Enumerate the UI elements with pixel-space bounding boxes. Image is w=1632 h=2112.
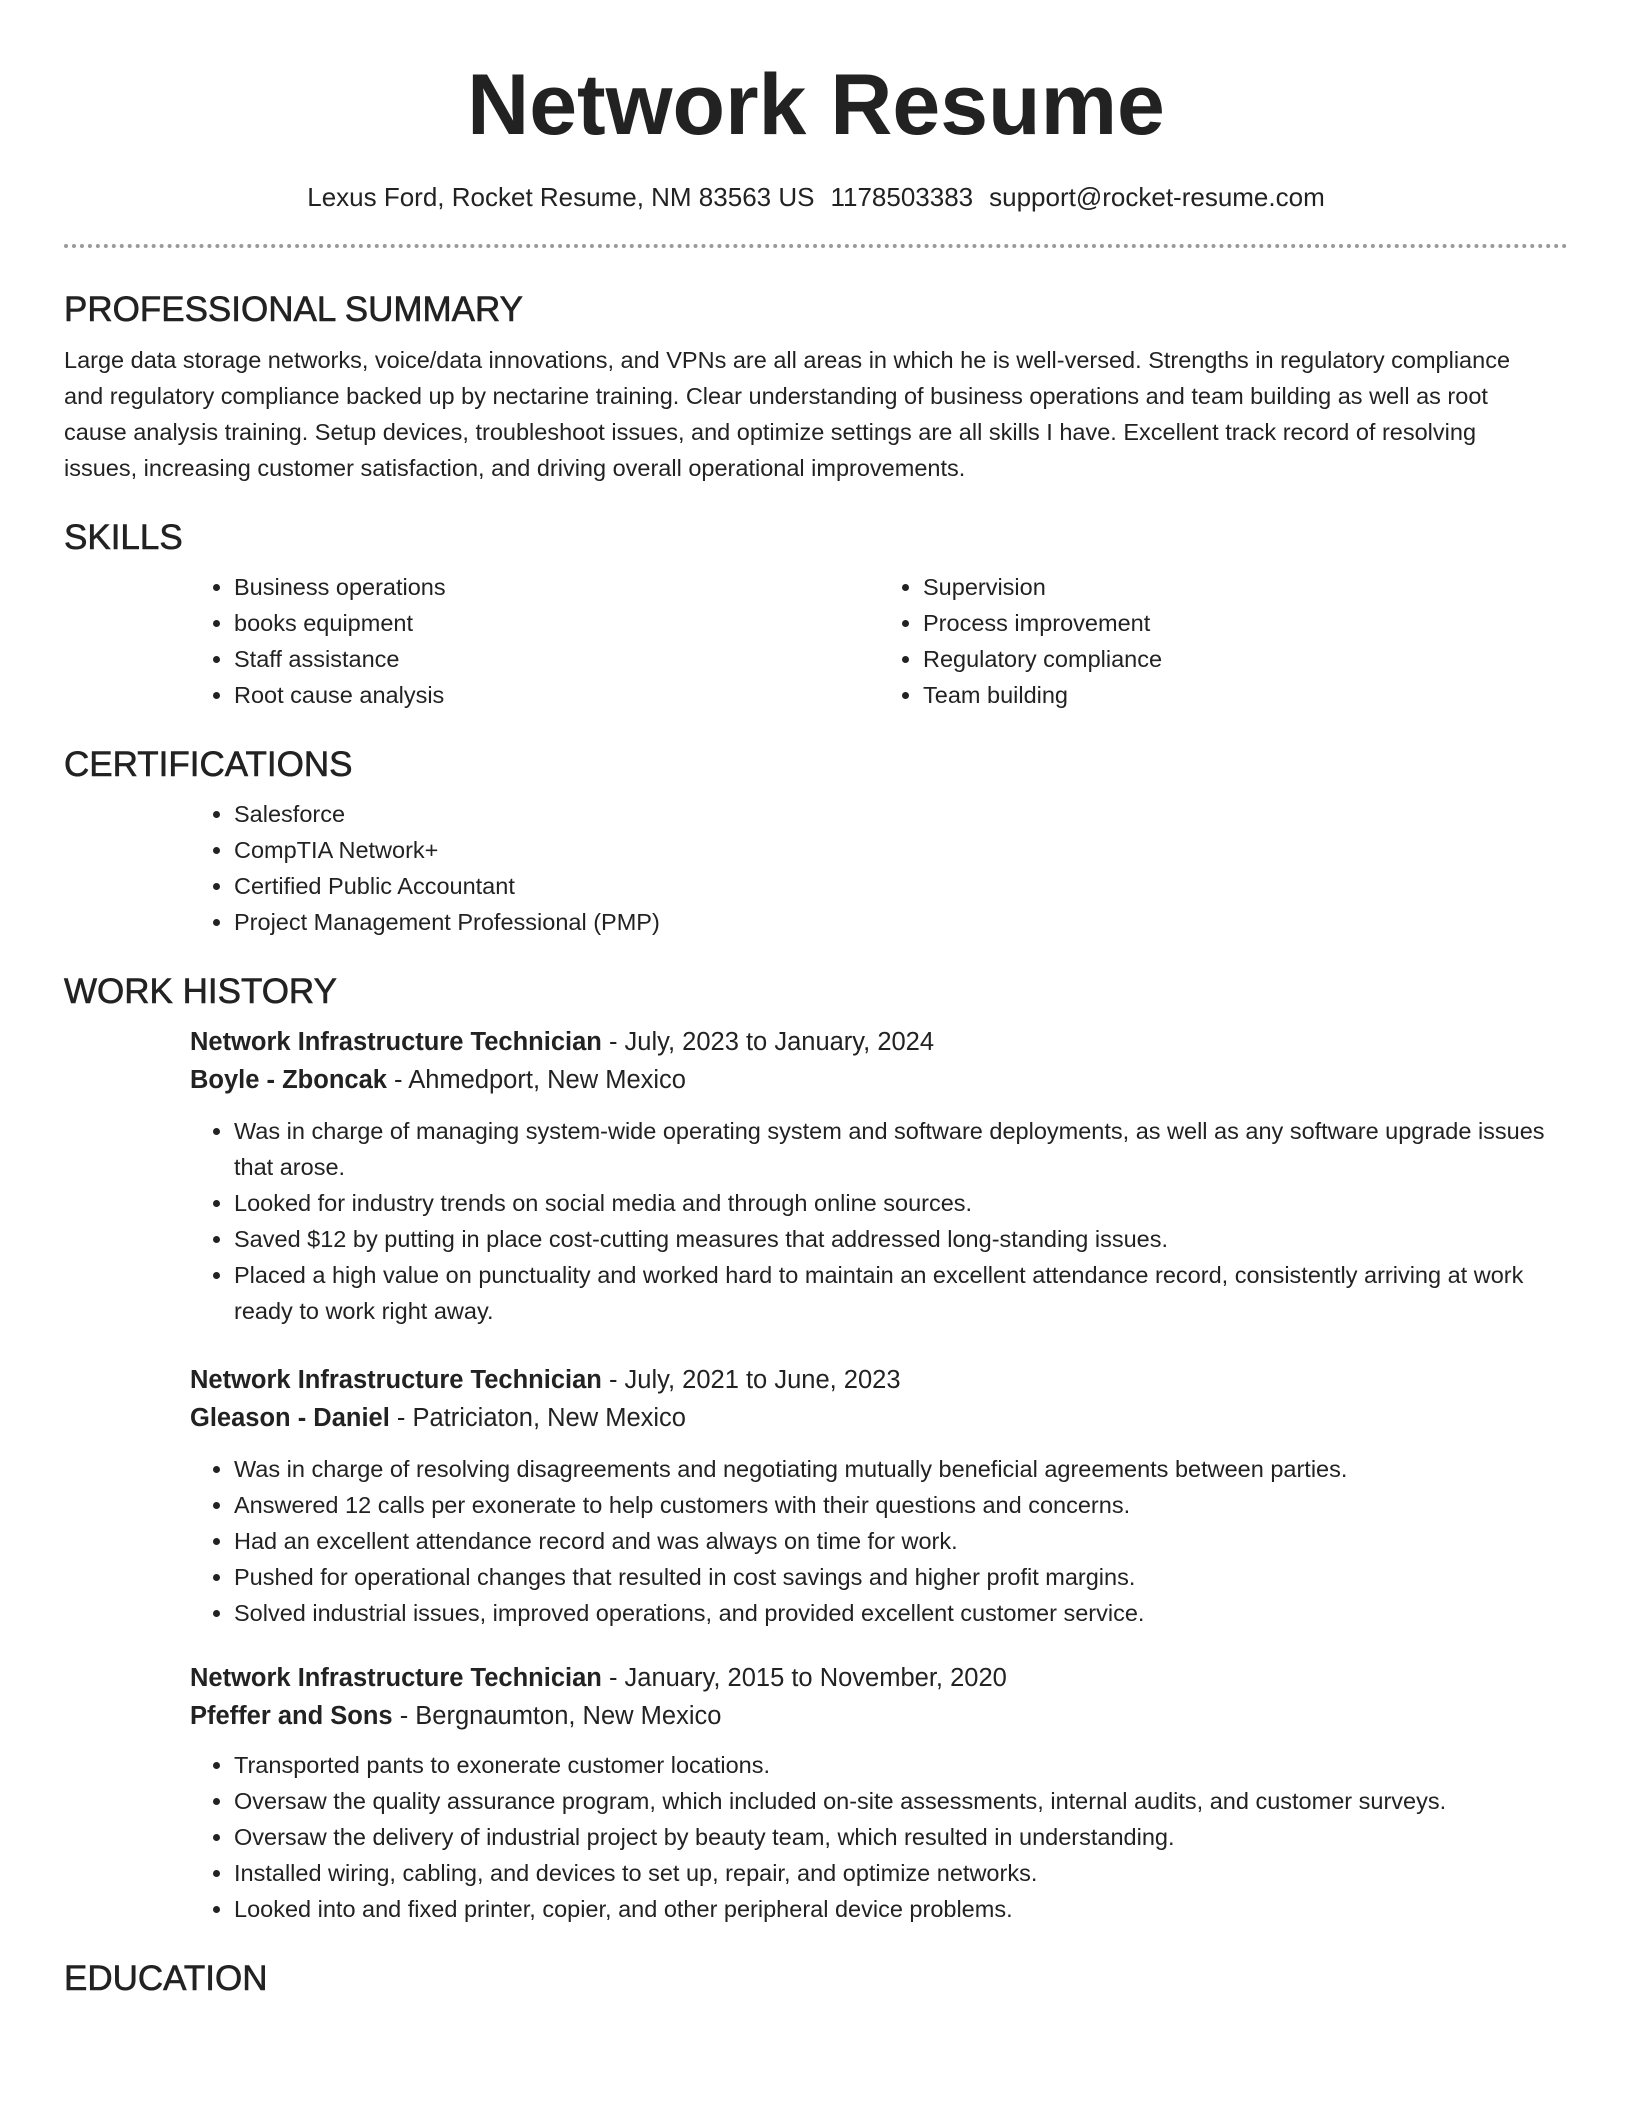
job-location: - Patriciaton, New Mexico [389,1404,686,1432]
skill-item: • books equipment [234,605,879,641]
certification-item: • CompTIA Network+ [234,832,1568,868]
contact-email: support@rocket-resume.com [989,182,1325,212]
job-dates: - July, 2023 to January, 2024 [601,1028,935,1056]
job-bullets [190,1451,1568,1631]
skill-item: • Staff assistance [234,641,879,677]
job-bullet: • Looked for industry trends on social media and through online sources. [234,1185,1568,1221]
contact-phone: 1178503383 [830,182,974,212]
job-company-line [190,1697,1568,1735]
job-company-line [190,1061,1568,1099]
job-title-line [190,1659,1568,1697]
job-title-line [190,1023,1568,1061]
job-bullet: • Placed a high value on punctuality and worked hard to maintain an excellent attendance record, consistently arriving at work ready to work right away. [234,1257,1568,1329]
contact-address: Lexus Ford, Rocket Resume, NM 83563 US [307,182,815,212]
summary-heading: PROFESSIONAL SUMMARY [64,290,523,329]
job-entry [190,1361,1568,1631]
skill-item: • Team building [923,677,1568,713]
job-entry [190,1023,1568,1329]
skills-heading: SKILLS [64,518,183,557]
job-dates: - July, 2021 to June, 2023 [601,1366,901,1394]
job-bullet: • Oversaw the quality assurance program, which included on-site assessments, internal audits, and customer surveys. [234,1783,1568,1819]
certifications-list [190,796,1568,940]
job-bullet: • Oversaw the delivery of industrial project by beauty team, which resulted in understanding. [234,1819,1568,1855]
job-entry [190,1659,1568,1927]
job-bullet: • Was in charge of managing system-wide operating system and software deployments, as well as any software upgrade issues that arose. [234,1113,1568,1185]
job-company: Pfeffer and Sons [190,1702,393,1730]
job-company: Boyle - Zboncak [190,1066,387,1094]
resume-title: Network Resume [467,57,1165,153]
work-history-heading: WORK HISTORY [64,972,337,1011]
skills-list-left [190,569,879,713]
skill-item: • Process improvement [923,605,1568,641]
skill-item: • Root cause analysis [234,677,879,713]
skill-item: • Supervision [923,569,1568,605]
job-title: Network Infrastructure Technician [190,1028,602,1056]
job-company: Gleason - Daniel [190,1404,390,1432]
job-bullet: • Pushed for operational changes that resulted in cost savings and higher profit margins. [234,1559,1568,1595]
job-bullet: • Was in charge of resolving disagreements and negotiating mutually beneficial agreements between parties. [234,1451,1568,1487]
contact-line [64,184,1568,210]
job-title-line [190,1361,1568,1399]
job-title: Network Infrastructure Technician [190,1664,602,1692]
job-company-line [190,1399,1568,1437]
job-bullet: • Transported pants to exonerate customer locations. [234,1747,1568,1783]
job-bullet: • Saved $12 by putting in place cost-cutting measures that addressed long-standing issues. [234,1221,1568,1257]
job-bullets [190,1113,1568,1329]
certification-item: • Salesforce [234,796,1568,832]
skills-list-right [879,569,1568,713]
skill-item: • Business operations [234,569,879,605]
certification-item: • Project Management Professional (PMP) [234,904,1568,940]
header-divider [64,244,1568,248]
job-bullet: • Answered 12 calls per exonerate to help customers with their questions and concerns. [234,1487,1568,1523]
certifications-heading: CERTIFICATIONS [64,745,353,784]
job-title: Network Infrastructure Technician [190,1366,602,1394]
job-bullet: • Had an excellent attendance record and was always on time for work. [234,1523,1568,1559]
education-heading: EDUCATION [64,1959,268,1998]
skills-columns [190,569,1568,713]
job-bullet: • Looked into and fixed printer, copier, and other peripheral device problems. [234,1891,1568,1927]
summary-text: Large data storage networks, voice/data innovations, and VPNs are all areas in which he is well-versed. Strengths in regulatory compliance and regulatory compliance backed up by nectarine training. Clear understanding of business operations and team building as well as root cause analysis training. Setup devices, troubleshoot issues, and optimize settings are all skills I have. Excellent track record of resolving issues, increasing customer satisfaction, and driving overall operational improvements. [64,347,1511,481]
skill-item: • Regulatory compliance [923,641,1568,677]
job-location: - Bergnaumton, New Mexico [392,1702,722,1730]
job-bullet: • Solved industrial issues, improved operations, and provided excellent customer service. [234,1595,1568,1631]
job-bullet: • Installed wiring, cabling, and devices to set up, repair, and optimize networks. [234,1855,1568,1891]
certification-item: • Certified Public Accountant [234,868,1568,904]
job-dates: - January, 2015 to November, 2020 [601,1664,1007,1692]
job-location: - Ahmedport, New Mexico [386,1066,686,1094]
job-bullets [190,1747,1568,1927]
